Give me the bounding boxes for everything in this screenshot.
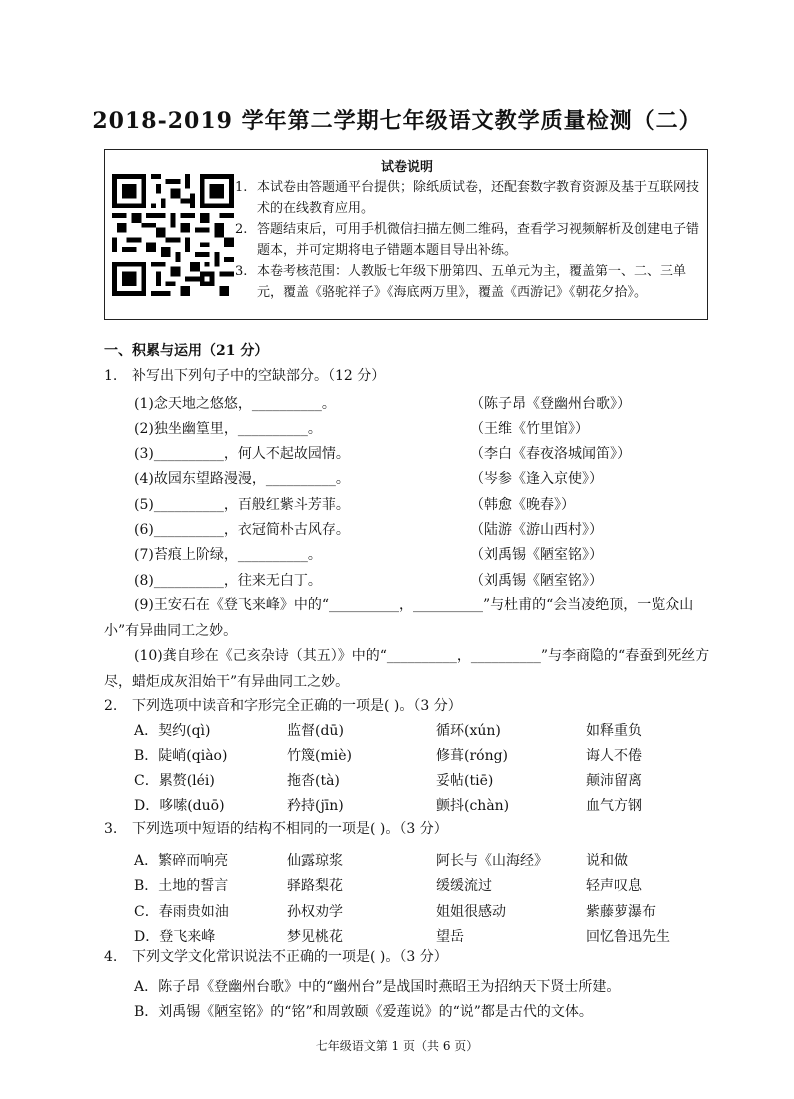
option-d[interactable]: D．登飞来峰 — [134, 929, 216, 945]
fill-source-6: （陆游《游山西村》） — [470, 522, 603, 538]
fill-item-1[interactable]: (1)念天地之悠悠，__________。 — [134, 396, 336, 412]
option-cell: 回忆鲁迅先生 — [586, 929, 670, 945]
option-cell: 监督(dū) — [287, 723, 344, 739]
option-b[interactable]: B．陡峭(qiào) — [134, 748, 228, 764]
question-number: 2. — [104, 698, 118, 714]
exam-note-text: 本卷考核范围：人教版七年级下册第四、五单元为主，覆盖第一、二、三单元，覆盖《骆驼祥子》《海底两万里》，覆盖《西游记》《朝花夕拾》。 — [257, 264, 687, 300]
exam-note-number: 3. — [235, 264, 248, 279]
option-cell: 轻声叹息 — [586, 878, 642, 894]
option-d[interactable]: D．哆嗦(duō) — [134, 798, 225, 814]
fill-item-5[interactable]: (5)__________，百般红紫斗芳菲。 — [134, 497, 350, 513]
option-cell: 拖沓(tà) — [287, 773, 340, 789]
fill-source-4: （岑参《逢入京使》） — [470, 471, 603, 487]
fill-item-6[interactable]: (6)__________，衣冠简朴古风存。 — [134, 522, 350, 538]
exam-info-box — [104, 149, 708, 320]
fill-source-1: （陈子昂《登幽州台歌》） — [470, 396, 631, 412]
option-a[interactable]: A．契约(qì) — [134, 723, 211, 739]
option-cell: 仙露琼浆 — [287, 853, 343, 869]
fill-item-8[interactable]: (8)__________，往来无白丁。 — [134, 573, 322, 589]
exam-note — [235, 219, 701, 261]
question-number: 4. — [104, 949, 118, 965]
exam-note-number: 2. — [235, 222, 248, 237]
fill-item-9[interactable]: (9)王安石在《登飞来峰》中的“__________，__________”与杜甫的“会当凌绝顶，一览众山小”有异曲同工之妙。 — [104, 597, 694, 639]
exam-info-notes — [235, 177, 701, 303]
question-number: 3. — [104, 821, 118, 837]
option-cell: 驿路梨花 — [287, 878, 343, 894]
exam-note — [235, 261, 701, 303]
option-cell: 说和做 — [586, 853, 628, 869]
fill-item-10[interactable]: (10)龚自珍在《己亥杂诗（其五）》中的“__________，__________”与李商隐的“春蚕到死丝方尽，蜡炬成灰泪始干”有异曲同工之妙。 — [104, 648, 710, 690]
exam-info-heading: 试卷说明 — [380, 160, 433, 175]
option-cell: 矜持(jīn) — [287, 798, 344, 814]
option-cell: 妥帖(tiē) — [436, 773, 494, 789]
fill-item-7[interactable]: (7)苔痕上阶绿，__________。 — [134, 547, 322, 563]
option-cell: 阿长与《山海经》 — [436, 853, 548, 869]
section-heading: 一、积累与运用（21 分） — [104, 343, 269, 359]
option-cell: 望岳 — [436, 929, 464, 945]
option-cell: 如释重负 — [586, 723, 642, 739]
option-c[interactable]: C．春雨贵如油 — [134, 904, 229, 920]
qr-code-icon[interactable] — [112, 174, 234, 296]
fill-item-2[interactable]: (2)独坐幽篁里，__________。 — [134, 421, 322, 437]
exam-note-text: 答题结束后，可用手机微信扫描左侧二维码，查看学习视频解析及创建电子错题本，并可定期将电子错题本题目导出补练。 — [257, 222, 700, 258]
fill-item-3[interactable]: (3)__________，何人不起故园情。 — [134, 446, 350, 462]
option-b[interactable]: B．土地的誓言 — [134, 878, 229, 894]
fill-source-5: （韩愈《晚春》） — [470, 497, 575, 513]
option-a[interactable]: A．繁碎而响亮 — [134, 853, 229, 869]
question-stem: 下列选项中短语的结构不相同的一项是( )。（3 分） — [132, 821, 448, 837]
page-footer: 七年级语文第 1 页（共 6 页） — [315, 1039, 479, 1053]
option-cell: 诲人不倦 — [586, 748, 642, 764]
option-cell: 缓缓流过 — [436, 878, 492, 894]
question-stem: 补写出下列句子中的空缺部分。（12 分） — [132, 368, 386, 384]
option-cell: 姐姐很感动 — [436, 904, 506, 920]
option-c[interactable]: C．累赘(léi) — [134, 773, 215, 789]
option-b[interactable]: B．刘禹锡《陋室铭》的“铭”和周敦颐《爱莲说》的“说”都是古代的文体。 — [134, 1004, 593, 1020]
option-a[interactable]: A．陈子昂《登幽州台歌》中的“幽州台”是战国时燕昭王为招纳天下贤士所建。 — [134, 979, 621, 995]
option-cell: 颤抖(chàn) — [436, 798, 510, 814]
fill-source-3: （李白《春夜洛城闻笛》） — [470, 446, 631, 462]
page-title: 2018-2019 学年第二学期七年级语文教学质量检测（二） — [92, 108, 702, 134]
question-stem: 下列文学文化常识说法不正确的一项是( )。（3 分） — [132, 949, 448, 965]
fill-source-7: （刘禹锡《陋室铭》） — [470, 547, 603, 563]
question-number: 1. — [104, 368, 118, 384]
option-cell: 颠沛留离 — [586, 773, 642, 789]
exam-note-text: 本试卷由答题通平台提供；除纸质试卷，还配套数字教育资源及基于互联网技术的在线教育应用。 — [257, 180, 700, 216]
option-cell: 竹篾(miè) — [287, 748, 352, 764]
exam-note-number: 1. — [235, 180, 248, 195]
question-stem: 下列选项中读音和字形完全正确的一项是( )。（3 分） — [132, 698, 462, 714]
exam-note — [235, 177, 701, 219]
option-cell: 修葺(róng) — [436, 748, 509, 764]
option-cell: 循环(xún) — [436, 723, 501, 739]
fill-source-8: （刘禹锡《陋室铭》） — [470, 573, 603, 589]
option-cell: 梦见桃花 — [287, 929, 343, 945]
option-cell: 孙权劝学 — [287, 904, 343, 920]
fill-item-4[interactable]: (4)故园东望路漫漫，__________。 — [134, 471, 350, 487]
option-cell: 紫藤萝瀑布 — [586, 904, 656, 920]
fill-source-2: （王维《竹里馆》） — [470, 421, 589, 437]
option-cell: 血气方钢 — [586, 798, 642, 814]
